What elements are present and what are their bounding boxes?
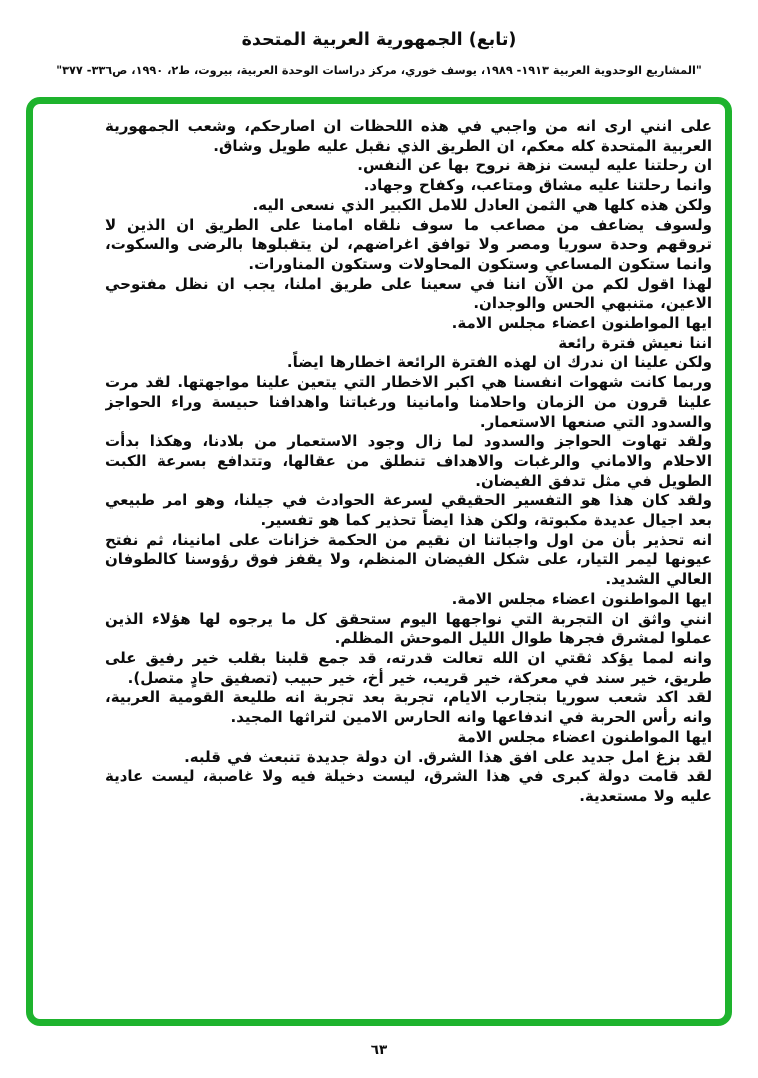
speech-text xyxy=(105,117,712,1009)
paragraph: اننا نعيش فترة رائعة xyxy=(558,333,712,352)
paragraph: وانه لمما يؤكد ثقتي ان الله تعالت قدرته، قد جمع قلبنا بقلب خير رفيق على طريق، خير سند في معركة، خير قريب، خير أخ، خير حبيب (تصفيق حادٍ متصل). xyxy=(105,648,712,687)
content-frame xyxy=(26,97,732,1026)
paragraph: ولقد تهاوت الحواجز والسدود لما زال وجود الاستعمار من بلادنا، وهكذا بدأت الاحلام والاماني والرغبات والاهداف تنطلق من عقالها، وتتدافع بسرعة الكبت الطويل في مثل تدفق الفيضان. xyxy=(105,432,712,490)
page-number: ٦٣ xyxy=(370,1042,388,1058)
paragraph: انني واثق ان التجربة التي نواجهها اليوم ستحقق كل ما يرجوه لها هؤلاء الذين عملوا لمشرق فجرها طوال الليل الموحش المظلم. xyxy=(105,609,712,648)
paragraph: ولكن هذه كلها هي الثمن العادل للامل الكبير الذي نسعى اليه. xyxy=(252,195,712,214)
paragraph: لقد اكد شعب سوريا بتجارب الايام، تجربة بعد تجربة انه طليعة القومية العربية، وانه رأس الحربة في اندفاعها وانه الحارس الامين لتراثها المجيد. xyxy=(105,688,712,727)
paragraph: ايها المواطنون اعضاء مجلس الامة. xyxy=(451,589,712,608)
paragraph: ولسوف يضاعف من مصاعب ما سوف نلقاه امامنا على الطريق ان الذين لا تروقهم وحدة سوريا ومصر ولا توافق اغراضهم، لن يتقبلوها بالرضى والسكوت، وانما ستكون المساعي وستكون المحاولات وستكون المناورات. xyxy=(105,215,712,273)
paragraph: على انني ارى انه من واجبي في هذه اللحظات ان اصارحكم، وشعب الجمهورية العربية المتحدة كله معكم، ان الطريق الذي نقبل عليه طويل وشاق. xyxy=(105,117,712,155)
paragraph: انه تحذير بأن من اول واجباتنا ان نقيم من الحكمة خزانات على امانينا، ثم نفتح عيونها ليمر التيار، على شكل الفيضان المنظم، ولا يقفز فوق رؤوسنا كالطوفان العالي الشديد. xyxy=(105,530,712,589)
paragraph: لقد بزغ امل جديد على افق هذا الشرق. ان دولة جديدة تنبعث في قلبه. xyxy=(184,747,712,766)
page-title: (تابع) الجمهورية العربية المتحدة xyxy=(241,30,517,50)
paragraph: ايها المواطنون اعضاء مجلس الامة. xyxy=(451,314,712,333)
paragraph: ولقد كان هذا هو التفسير الحقيقي لسرعة الحوادث في جيلنا، وهو امر طبيعي بعد اجيال عديدة مكبوتة، ولكن هذا ايضاً تحذير كما هو تفسير. xyxy=(105,491,712,530)
source-citation: "المشاريع الوحدوية العربية ١٩١٣- ١٩٨٩، يوسف خوري، مركز دراسات الوحدة العربية، بيروت، ط٢، ١٩٩٠، ص٣٣٦- ٣٧٧" xyxy=(56,64,702,77)
paragraph: ان رحلتنا عليه ليست نزهة نروح بها عن النفس. xyxy=(357,156,712,175)
paragraph: ايها المواطنون اعضاء مجلس الامة xyxy=(457,727,712,746)
paragraph: ولكن علينا ان ندرك ان لهذه الفترة الرائعة اخطارها ايضاً. xyxy=(286,353,712,372)
paragraph: وانما رحلتنا عليه مشاق ومتاعب، وكفاح وجهاد. xyxy=(363,176,712,195)
paragraph: وربما كانت شهوات انفسنا هي اكبر الاخطار التي يتعين علينا مواجهتها. لقد مرت علينا قرون من الزمان واحلامنا وامانينا ورغباتنا واهدافنا حبيسة وراء الحواجز والسدود التي صنعها الاستعمار. xyxy=(105,373,712,431)
paragraph: لهذا اقول لكم من الآن اننا في سعينا على طريق املنا، يجب ان نظل مفتوحي الاعين، متنبهي الحس والوجدان. xyxy=(105,274,712,313)
paragraph: لقد قامت دولة كبرى في هذا الشرق، ليست دخيلة فيه ولا غاصبة، ليست عادية عليه ولا مستعدية. xyxy=(105,767,712,805)
